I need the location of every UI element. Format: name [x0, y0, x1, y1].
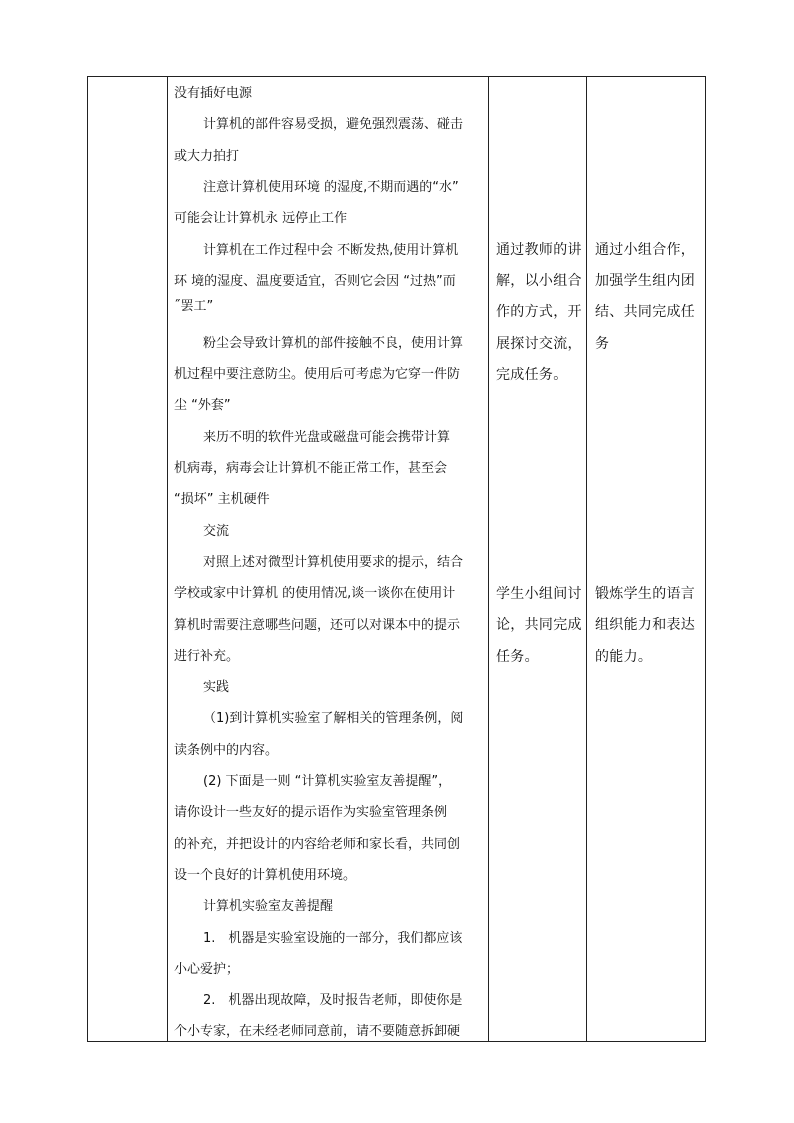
design-purpose-line: 的能力。 — [595, 649, 653, 665]
content-line: 小心爱护； — [174, 962, 240, 977]
content-line: 计算机的部件容易受损，避免强烈震荡、碰击 — [203, 117, 464, 132]
content-line: “损坏” 主机硬件 — [174, 492, 270, 507]
content-line: 没有插好电源 — [174, 86, 253, 101]
content-line: 请你设计一些友好的提示语作为实验室管理条例 — [174, 805, 448, 820]
section-heading-practice: 实践 — [203, 680, 230, 695]
content-line: 粉尘会导致计算机的部件接触不良，使用计算 — [203, 336, 464, 351]
student-activity-line: 解，以小组合 — [496, 273, 582, 289]
design-purpose-line: 加强学生组内团 — [595, 273, 696, 289]
content-line: 尘 “外套” — [174, 398, 231, 413]
design-purpose-line: 组织能力和表达 — [595, 617, 696, 633]
student-activity-line: 完成任务。 — [496, 367, 568, 383]
section-heading-reminder: 计算机实验室友善提醒 — [203, 899, 334, 914]
content-line: 进行补充。 — [174, 649, 240, 664]
student-activity-line: 作的方式，开 — [496, 304, 582, 320]
column-divider — [586, 77, 587, 1041]
content-line: 机病毒，病毒会让计算机不能正常工作，甚至会 — [174, 461, 448, 476]
content-line: 可能会让计算机永 远停止工作 — [174, 211, 348, 226]
student-activity-line: 展探讨交流， — [496, 336, 582, 352]
design-purpose-line: 锻炼学生的语言 — [595, 586, 696, 602]
column-divider — [167, 77, 168, 1041]
content-line: 1. 机器是实验室设施的一部分，我们都应该 — [203, 931, 463, 946]
content-line: 学校或家中计算机 的使用情况,谈一谈你在使用计 — [174, 586, 456, 601]
content-line: 的补充，并把设计的内容给老师和家长看，共同创 — [174, 837, 461, 852]
column-divider — [488, 77, 489, 1041]
design-purpose-line: 结、共同完成任 — [595, 304, 696, 320]
content-line: 读条例中的内容。 — [174, 743, 279, 758]
content-line: 注意计算机使用环境 的湿度,不期而遇的“水” — [203, 180, 459, 195]
content-line: 机过程中要注意防尘。使用后可考虑为它穿一件防 — [174, 367, 461, 382]
design-purpose-line: 务 — [595, 336, 610, 352]
content-line: 计算机在工作过程中会 不断发热,使用计算机 — [203, 243, 459, 258]
content-line: 来历不明的软件光盘或磁盘可能会携带计算 — [203, 430, 451, 445]
student-activity-line: 论，共同完成 — [496, 617, 582, 633]
content-line: ˝罢工” — [174, 299, 214, 314]
content-line: 环 境的湿度、温度要适宜，否则它会因 “过热”而 — [174, 274, 456, 289]
content-line: （1)到计算机实验室了解相关的管理条例，阅 — [203, 711, 464, 726]
section-heading-exchange: 交流 — [203, 524, 230, 539]
design-purpose-line: 通过小组合作， — [595, 242, 696, 258]
content-line: 算机时需要注意哪些问题，还可以对课本中的提示 — [174, 618, 461, 633]
content-line: 设一个良好的计算机使用环境。 — [174, 868, 357, 883]
student-activity-line: 学生小组间讨 — [496, 586, 582, 602]
lesson-table — [87, 76, 706, 1042]
student-activity-line: 任务。 — [496, 649, 539, 665]
content-line: (2) 下面是一则 “计算机实验室友善提醒”， — [203, 774, 452, 789]
student-activity-line: 通过教师的讲 — [496, 242, 582, 258]
content-line: 或大力拍打 — [174, 149, 240, 164]
content-line: 2. 机器出现故障，及时报告老师，即使你是 — [203, 993, 463, 1008]
content-line: 对照上述对微型计算机使用要求的提示，结合 — [203, 555, 464, 570]
content-line: 个小专家，在未经老师同意前，请不要随意拆卸硬 — [174, 1024, 461, 1039]
